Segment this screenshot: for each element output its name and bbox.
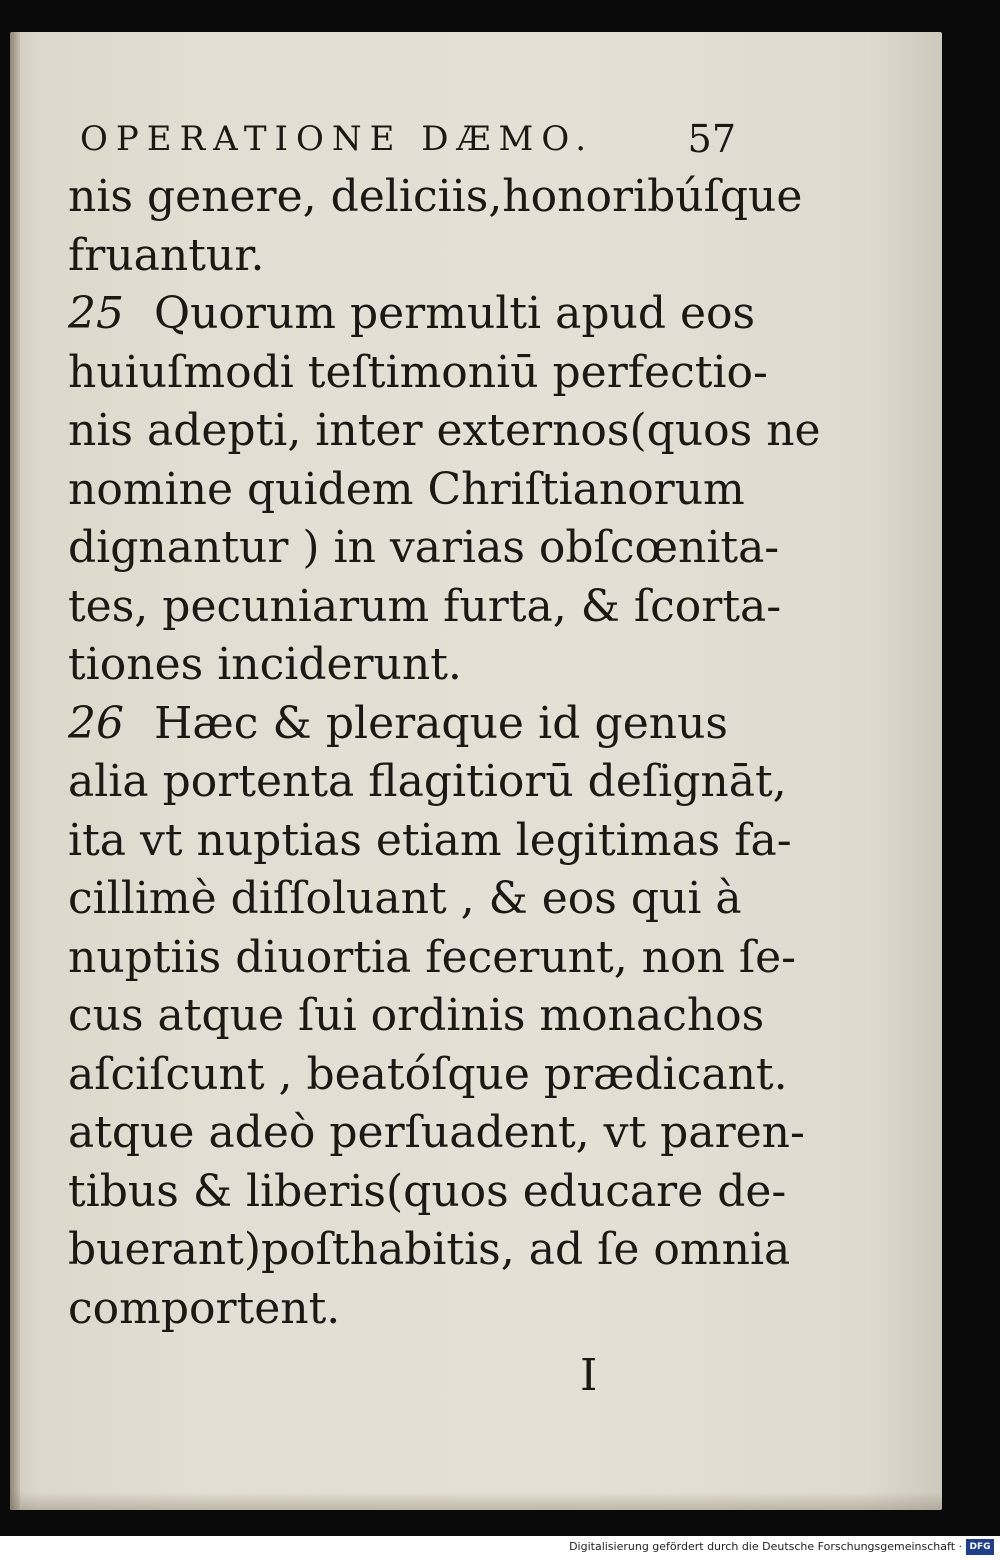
text-line: buerant)poſthabitis, ad ſe omnia: [68, 1224, 791, 1275]
book-page: [10, 32, 942, 1510]
signature-mark: I: [580, 1350, 598, 1401]
text-line: nis genere, deliciis,honoribúſque: [68, 171, 803, 222]
text-line: nis adepti, inter externos(quos ne: [68, 405, 821, 456]
text-line: nuptiis diuortia fecerunt, non ſe-: [68, 931, 797, 983]
text-line: tiones inciderunt.: [68, 639, 462, 690]
text-line: atque adeò perſuadent, vt paren-: [68, 1107, 805, 1158]
text-line: 25 Quorum permulti apud eos: [68, 285, 728, 344]
paragraph-number: 25: [68, 288, 124, 339]
text-line: huiuſmodi teſtimoniū perfectio-: [68, 346, 768, 398]
text-line: fruantur.: [68, 229, 265, 281]
text-line: tibus & liberis(quos educare de-: [68, 1165, 787, 1217]
dfg-logo: DFG: [966, 1539, 994, 1555]
footer-credit: Digitalisierung gefördert durch die Deutsche Forschungsgemeinschaft ·: [569, 1540, 962, 1553]
text-line: alia portenta flagitiorū deſignāt,: [68, 756, 787, 807]
page-text: [68, 110, 821, 1338]
text-line: dignantur ) in varias obſcœnita-: [68, 522, 780, 573]
page-gutter-edge: [10, 32, 20, 1510]
text-line: aſciſcunt , beatóſque prædicant.: [68, 1048, 788, 1100]
text-line: 26 Hæc & pleraque id genus: [68, 695, 728, 754]
running-head-title: OPERATIONE DÆMO.: [80, 119, 595, 159]
text-line: ita vt nuptias etiam legitimas fa-: [68, 814, 792, 866]
paragraph-number: 26: [68, 697, 124, 749]
running-head: [68, 110, 736, 168]
text-line: comportent.: [68, 1282, 341, 1334]
text-line: cillimè diſſoluant , & eos qui à: [68, 873, 742, 924]
footer-bar: [0, 1536, 1000, 1560]
page-number: 57: [687, 117, 736, 161]
text-line: nomine quidem Chriſtianorum: [68, 463, 745, 515]
text-line: tes, pecuniarum furta, & ſcorta-: [68, 580, 782, 632]
page-bottom-edge: [10, 1492, 942, 1510]
text-line: cus atque ſui ordinis monachos: [68, 990, 765, 1041]
